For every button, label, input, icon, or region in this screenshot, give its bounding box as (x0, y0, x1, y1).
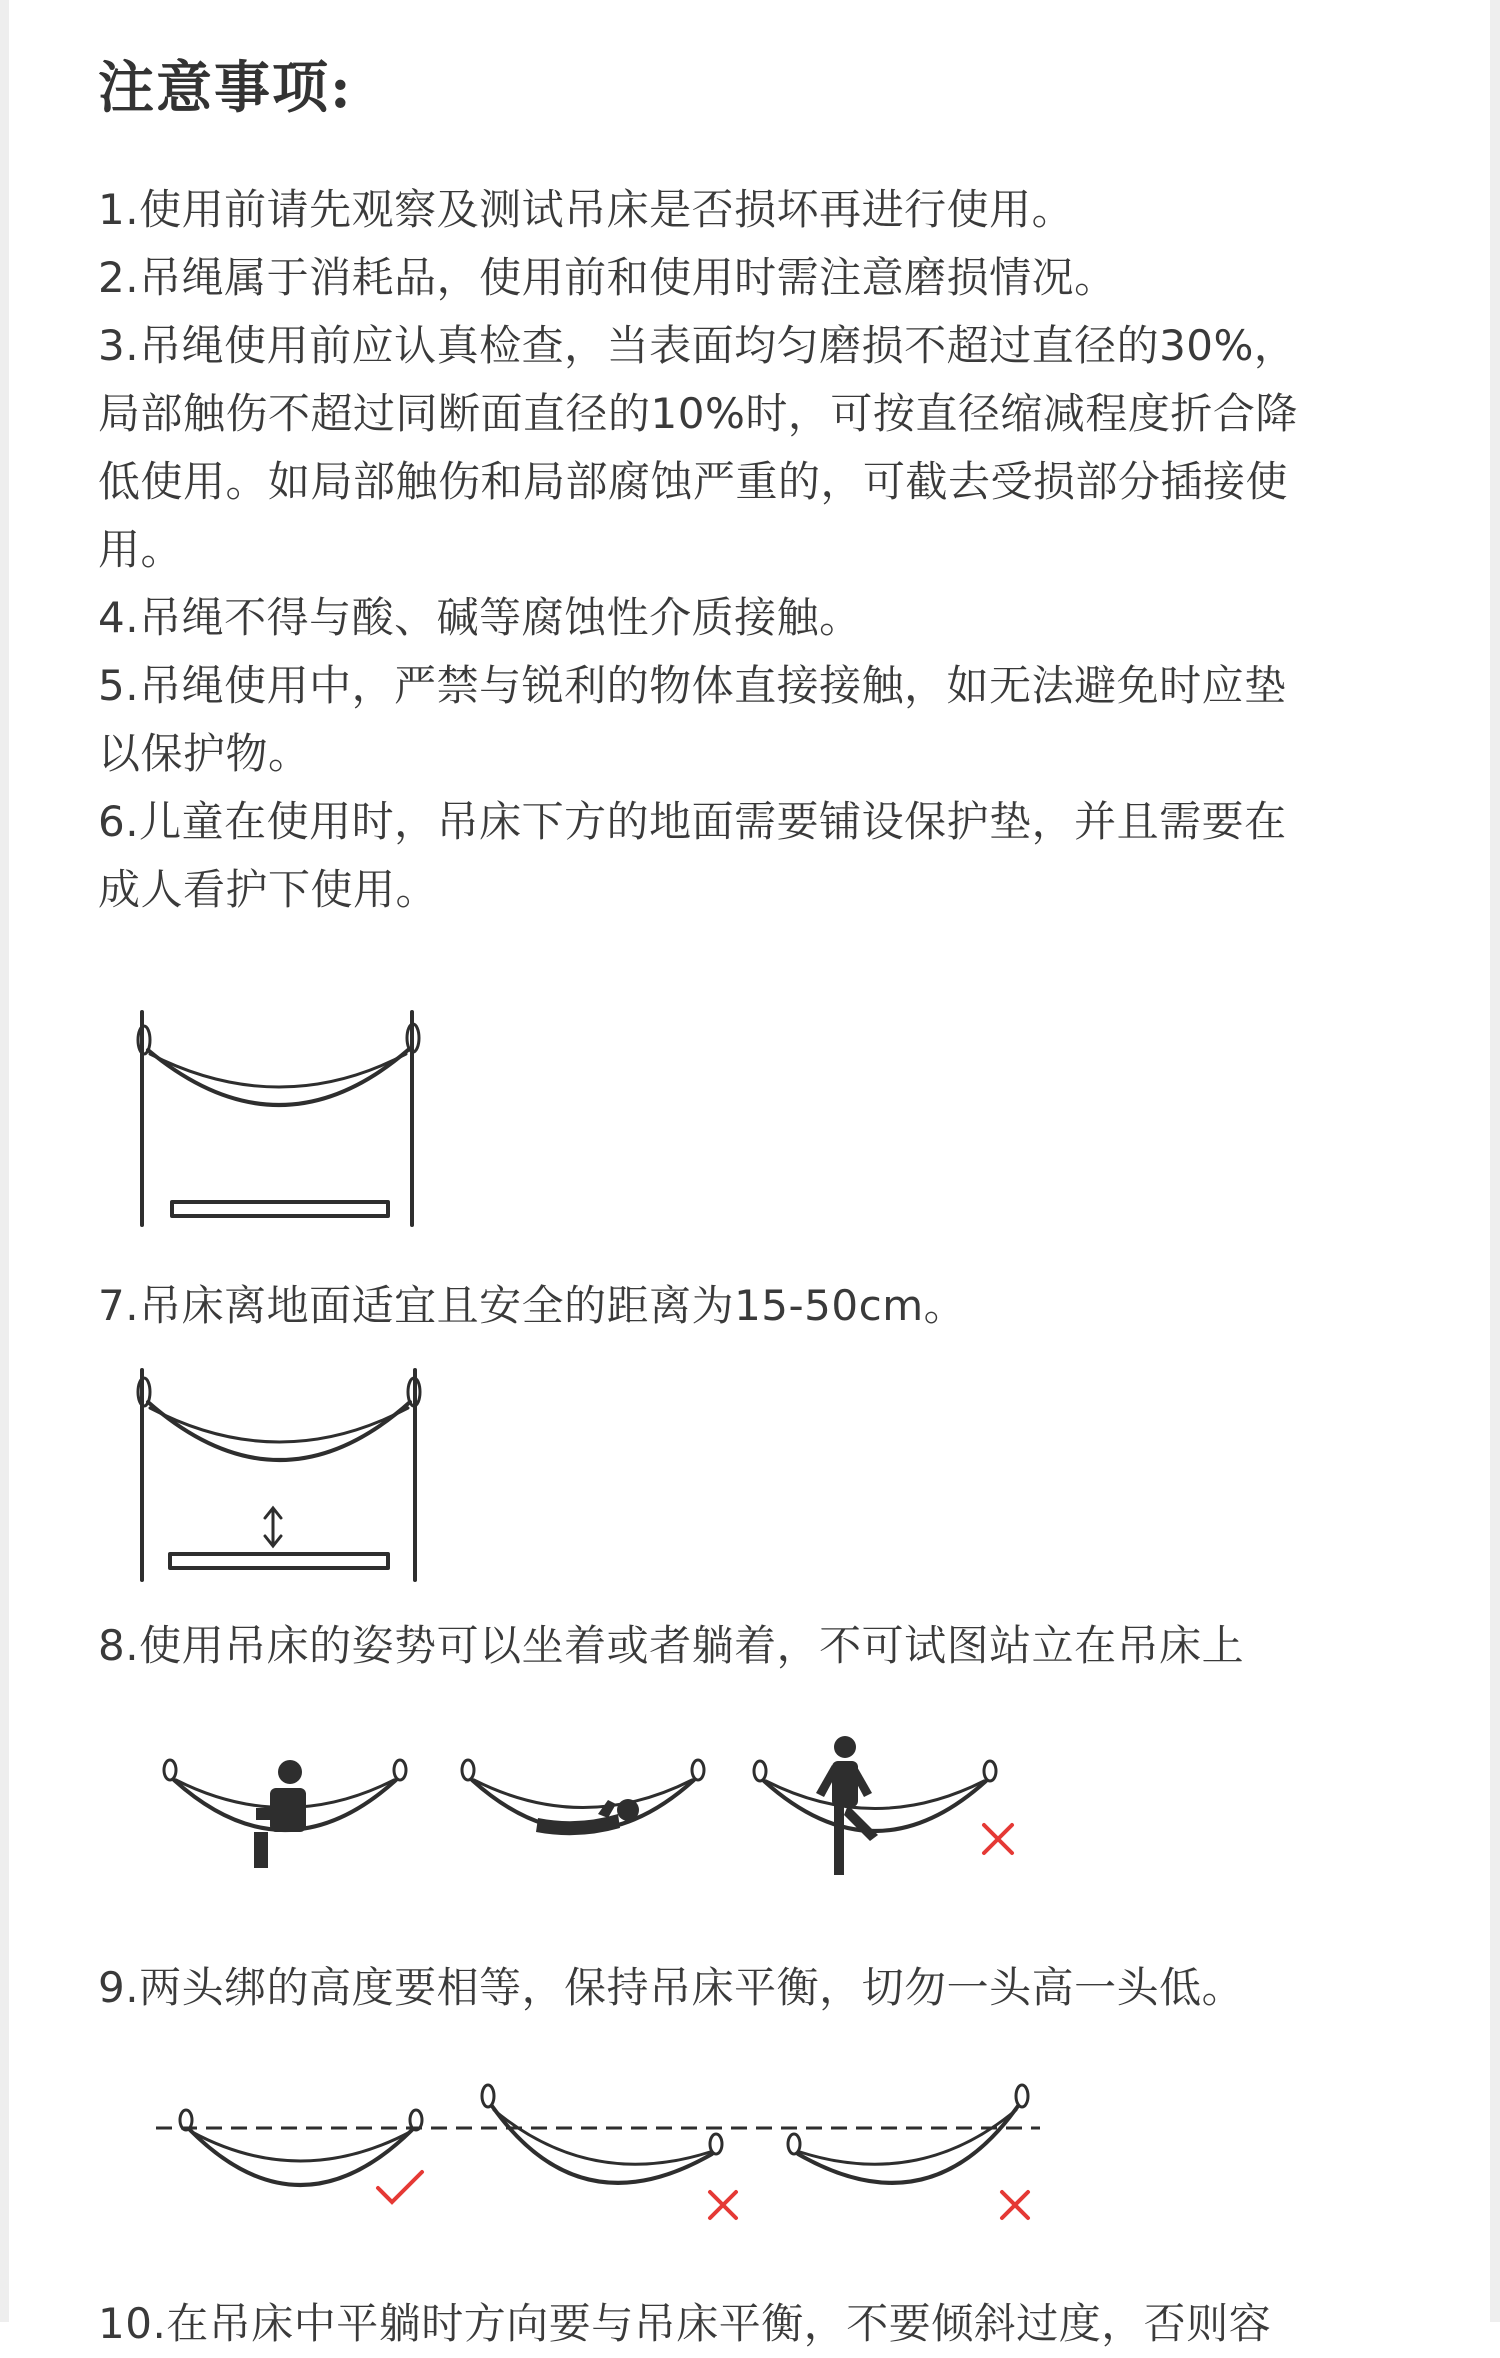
balance-comparison-figure (150, 2080, 1050, 2225)
notice-line-2: 2.吊绳属于消耗品，使用前和使用时需注意磨损情况。 (98, 253, 1117, 302)
notice-line-4: 4.吊绳不得与酸、碱等腐蚀性介质接触。 (98, 593, 862, 642)
notice-line-7: 7.吊床离地面适宜且安全的距离为15-50cm。 (98, 1281, 967, 1330)
hammock-height-figure (130, 1368, 430, 1588)
left-edge-strip (0, 0, 9, 2322)
cross-mark-icon (710, 2192, 736, 2218)
posture-lying-figure (458, 1740, 718, 1875)
right-edge-strip (1490, 0, 1500, 2322)
hammock-outer (148, 1402, 410, 1460)
ground-mat (170, 1554, 388, 1568)
posture-sitting-figure (160, 1740, 420, 1875)
notice-line-8: 8.使用吊床的姿势可以坐着或者躺着，不可试图站立在吊床上 (98, 1621, 1245, 1670)
posture-standing-figure (750, 1735, 1050, 1880)
notice-line-9: 9.两头绑的高度要相等，保持吊床平衡，切勿一头高一头低。 (98, 1963, 1245, 2012)
cross-mark-icon (1002, 2192, 1028, 2218)
notice-line-1: 1.使用前请先观察及测试吊床是否损坏再进行使用。 (98, 185, 1075, 234)
cross-mark-icon (984, 1825, 1012, 1853)
hammock-outer (148, 1050, 408, 1105)
notice-line-3-cont-1: 局部触伤不超过同断面直径的10%时，可按直径缩减程度折合降 (98, 389, 1298, 438)
up-down-arrow-icon (265, 1508, 281, 1546)
balanced-hammock (180, 2110, 422, 2202)
notice-line-3-cont-2: 低使用。如局部触伤和局部腐蚀严重的，可截去受损部分插接使 (98, 457, 1289, 506)
hammock-inner (150, 1408, 408, 1442)
notice-line-5-cont: 以保护物。 (98, 729, 311, 778)
notice-line-6: 6.儿童在使用时，吊床下方的地面需要铺设保护垫，并且需要在 (98, 797, 1287, 846)
notice-line-3: 3.吊绳使用前应认真检查，当表面均匀磨损不超过直径的30%， (98, 321, 1297, 370)
notice-line-3-cont-3: 用。 (98, 525, 184, 574)
notice-line-10-partial: 10.在吊床中平躺时方向要与吊床平衡，不要倾斜过度，否则容 (98, 2299, 1272, 2348)
notice-line-6-cont: 成人看护下使用。 (98, 865, 439, 914)
notice-line-5: 5.吊绳使用中，严禁与锐利的物体直接接触，如无法避免时应垫 (98, 661, 1287, 710)
hammock-inner (150, 1054, 406, 1087)
hammock-with-mat-figure (130, 1010, 430, 1235)
check-mark-icon (378, 2172, 422, 2202)
notice-title: 注意事项: (98, 55, 353, 121)
tilted-hammock-right-high (788, 2085, 1028, 2218)
tilted-hammock-left-high (482, 2085, 736, 2218)
protective-mat (172, 1202, 388, 1216)
